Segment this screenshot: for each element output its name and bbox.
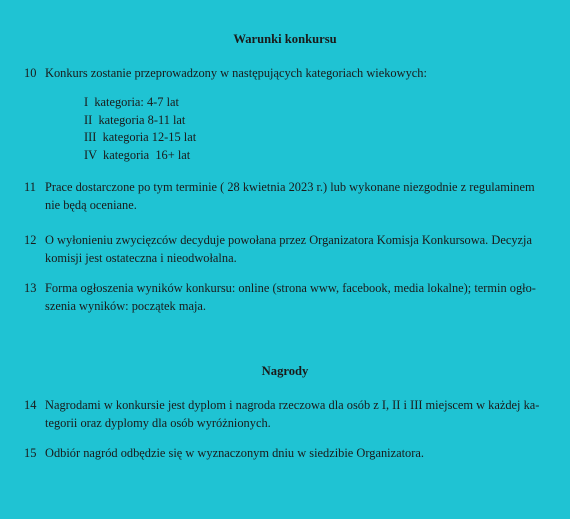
age-categories-list [84,94,384,164]
item-line: nie będą oceniane. [45,198,137,212]
item-line: Konkurs zostanie przeprowadzony w następujących kategoriach wiekowych: [45,66,427,80]
item-line: Forma ogłoszenia wyników konkursu: online (strona www, facebook, media lokalne); termin ogło- [45,281,536,295]
item-number: 14 [24,398,37,412]
category-item: I kategoria: 4-7 lat [84,95,179,109]
item-line: O wyłonieniu zwycięzców decyduje powołana przez Organizatora Komisja Konkursowa. Decyzja [45,233,532,247]
item-text [45,396,555,432]
item-line: komisji jest ostateczna i nieodwołalna. [45,251,237,265]
item-line: Odbiór nagród odbędzie się w wyznaczonym dniu w siedzibie Organizatora. [45,446,424,460]
category-item: IV kategoria 16+ lat [84,147,191,162]
item-number: 10 [24,66,37,80]
item-line: Prace dostarczone po tym terminie ( 28 kwietnia 2023 r.) lub wykonane niezgodnie z regulaminem [45,180,535,194]
item-line: tegorii oraz dyplomy dla osób wyróżnionych. [45,416,271,430]
category-item: II kategoria 8-11 lat [84,112,186,127]
item-text [45,444,555,462]
item-text [45,279,555,315]
item-line: Nagrodami w konkursie jest dyplom i nagroda rzeczowa dla osób z I, II i III miejscem w każdej ka- [45,398,540,412]
item-text [45,178,555,214]
section-title-warunki: Warunki konkursu [233,32,337,46]
item-number: 15 [24,446,37,460]
item-number: 13 [24,281,37,295]
item-text [45,64,555,82]
item-line: szenia wyników: początek maja. [45,299,207,313]
category-item: III kategoria 12-15 lat [84,130,197,144]
section-title-nagrody: Nagrody [261,364,309,378]
item-number: 11 [24,180,36,194]
item-number: 12 [24,233,37,247]
item-text [45,231,555,267]
